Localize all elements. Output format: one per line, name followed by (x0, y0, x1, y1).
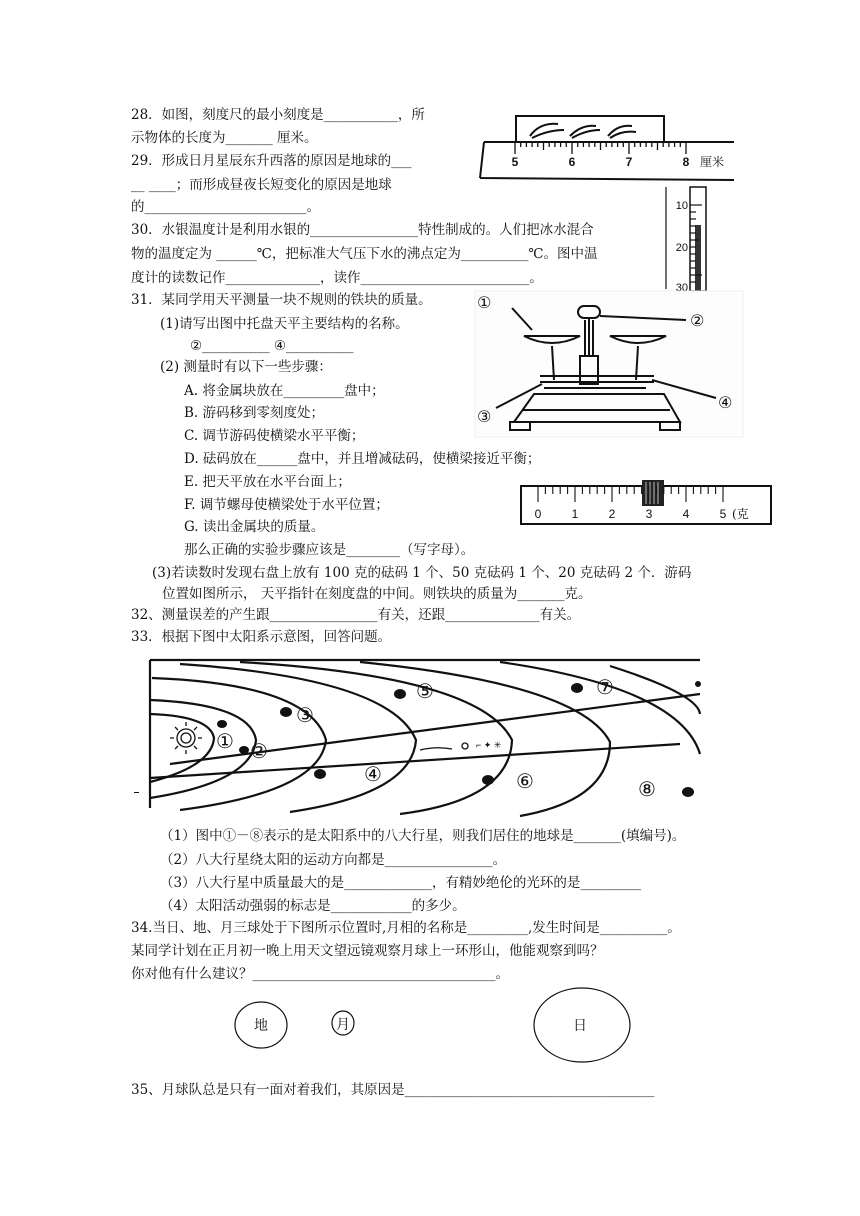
q31-step-d: D. 砝码放在______盘中，并且增减砝码，使横梁接近平衡； (184, 451, 541, 467)
balance-label-2: ② (690, 313, 705, 330)
ruler-tick-8: 8 (682, 155, 690, 169)
ruler-figure (478, 112, 736, 188)
rider-scale-figure (520, 478, 774, 526)
balance-label-3: ③ (477, 409, 492, 426)
q29-line1: 29．形成日月星辰东升西落的原因是地球的___ (131, 153, 412, 169)
q33-sub1: （1）图中①－⑧表示的是太阳系中的八大行星，则我们居住的地球是_______(填编号)。 (160, 828, 686, 844)
rider-tick-0: 0 (534, 507, 542, 521)
q31-part3-line1: (3)若读数时发现右盘上放有 100 克的砝码 1 个、50 克砝码 1 个、20 克砝码 2 个．游码 (152, 565, 692, 581)
stray-dash (134, 792, 139, 793)
q30-line2: 物的温度定为 ______℃，把标准大气压下水的沸点定为__________℃。图中温 (131, 246, 598, 262)
q31-step-b: B. 游码移到零刻度处； (184, 405, 325, 421)
balance-figure (474, 290, 744, 438)
q31-order: 那么正确的实验步骤应该是________（写字母）。 (184, 542, 475, 558)
planet-label-3: ③ (296, 705, 314, 727)
rider-tick-1: 1 (571, 507, 579, 521)
sun-label: 日 (573, 1018, 587, 1034)
q31-part2: (2) 测量时有以下一些步骤： (160, 359, 332, 375)
q31-step-g: G. 读出金属块的质量。 (184, 519, 325, 535)
q33-sub3: （3）八大行星中质量最大的是_____________，有精妙绝伦的光环的是_________ (160, 875, 642, 891)
sun-earth-moon-figure (230, 985, 640, 1065)
rider-tick-5: 5 (719, 507, 727, 521)
q31-step-e: E. 把天平放在水平台面上； (184, 474, 351, 490)
ruler-unit: 厘米 (700, 155, 725, 169)
q34-line2: 某同学计划在正月初一晚上用天文望远镜观察月球上一环形山，他能观察到吗？ (131, 943, 604, 959)
moon-label: 月 (336, 1017, 350, 1033)
rider-tick-4: 4 (682, 507, 690, 521)
q30-line3: 度计的读数记作______________，读作_________________________。 (131, 270, 543, 286)
q31-part3-line2: 位置如图所示， 天平指针在刻度盘的中间。则铁块的质量为_______克。 (162, 586, 592, 602)
thermometer-tick-10: 10 (675, 200, 688, 212)
planet-label-1: ① (216, 731, 234, 753)
balance-label-4: ④ (718, 395, 733, 412)
q31-step-f: F. 调节螺母使横梁处于水平位置； (184, 497, 389, 513)
q29-line2: __ ____；而形成昼夜长短变化的原因是地球 (131, 177, 392, 193)
q34-line1: 34.当日、地、月三球处于下图所示位置时,月相的名称是_________,发生时间是__________。 (131, 920, 681, 936)
ruler-tick-5: 5 (511, 155, 519, 169)
svg-text:⌐ ✦ ✳: ⌐ ✦ ✳ (476, 740, 502, 750)
rider-tick-2: 2 (608, 507, 616, 521)
rider-unit: (克 (732, 507, 749, 521)
planet-label-4: ④ (364, 764, 382, 786)
q33-intro: 33．根据下图中太阳系示意图，回答问题。 (131, 629, 392, 645)
earth-label: 地 (254, 1018, 268, 1034)
thermometer-tick-30: 30 (675, 282, 688, 291)
q31-part1-blanks: ②__________ ④__________ (190, 338, 354, 354)
planet-label-2: ② (250, 741, 268, 763)
q31-intro: 31．某同学用天平测量一块不规则的铁块的质量。 (131, 292, 432, 308)
rider-tick-3: 3 (645, 507, 653, 521)
balance-label-1: ① (477, 295, 492, 312)
q33-sub2: （2）八大行星绕太阳的运动方向都是________________。 (160, 852, 507, 868)
planet-label-6: ⑥ (516, 771, 534, 793)
q28-line2: 示物体的长度为_______ 厘米。 (131, 130, 318, 146)
ruler-tick-6: 6 (568, 155, 576, 169)
q31-step-c: C. 调节游码使横梁水平平衡； (184, 428, 365, 444)
q35-line1: 35、月球队总是只有一面对着我们，其原因是_____________________________________ (131, 1082, 655, 1098)
q34-line3: 你对他有什么建议？____________________________________。 (131, 966, 509, 982)
planet-label-8: ⑧ (638, 779, 656, 801)
q32-line1: 32、测量误差的产生跟________________有关，还跟______________有关。 (131, 607, 581, 623)
q29-line3: 的________________________。 (131, 199, 320, 215)
thermometer-figure (662, 185, 722, 291)
thermometer-tick-20: 20 (675, 242, 688, 254)
solar-system-figure (140, 654, 702, 820)
q30-line1: 30．水银温度计是利用水银的________________特性制成的。人们把冰水混合 (131, 222, 594, 238)
q33-sub4: （4）太阳活动强弱的标志是____________的多少。 (160, 898, 466, 914)
q31-step-a: A. 将金属块放在_________盘中； (184, 383, 385, 399)
ruler-tick-7: 7 (625, 155, 633, 169)
planet-label-7: ⑦ (596, 677, 614, 699)
planet-label-5: ⑤ (416, 681, 434, 703)
q28-line1: 28．如图，刻度尺的最小刻度是___________，所 (131, 107, 425, 123)
q31-part1: (1)请写出图中托盘天平主要结构的名称。 (160, 316, 409, 332)
